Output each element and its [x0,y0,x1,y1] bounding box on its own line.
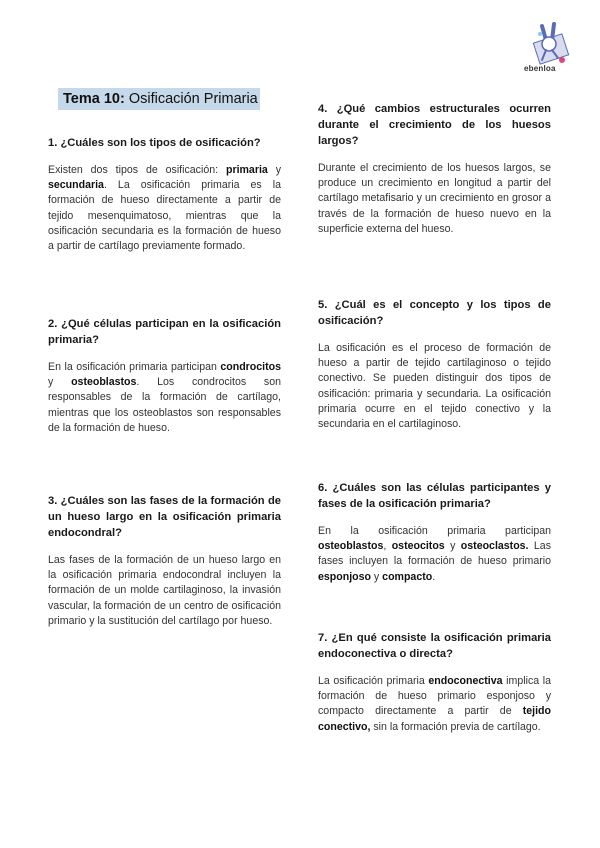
bold-term: primaria [225,164,268,176]
question-1: 1. ¿Cuáles son los tipos de osificación? [48,137,261,149]
bold-term: compacto [382,570,433,583]
answer-5: La osificación es el proceso de formación de hueso a partir de tejido cartilaginoso o tejido conectivo. Se pueden distinguir dos tipos de osificación: primaria y secundaria. La osificación primaria ocurre en el tejido conectivo y la secundaria en el cartilaginoso. [318,342,551,431]
section-4 [318,101,551,237]
question-6: 6. ¿Cuáles son las células participantes y fases de la osificación primaria? [318,482,551,510]
section-7 [318,630,551,735]
question-7: 7. ¿En qué consiste la osificación primaria endoconectiva o directa? [318,632,551,660]
section-1 [48,135,281,254]
bold-term: osteoblastos [318,540,384,553]
title-bold: Tema 10: [63,91,125,107]
answer-2: En la osificación primaria participan condrocitos y osteoblastos. Los condrocitos son responsables de la formación de cartílago, mientras que los osteoblastos son responsables de la formación de hueso. [48,361,282,434]
section-2 [48,316,281,436]
title-rest: Osificación Primaria [128,91,258,107]
question-4: 4. ¿Qué cambios estructurales ocurren durante el crecimiento de los huesos largos? [318,103,551,147]
question-2: 2. ¿Qué células participan en la osificación primaria? [48,318,281,346]
logo-text: ebenloa [524,64,556,73]
bold-term: esponjoso [318,570,371,583]
bold-term: osteocitos [391,540,445,553]
section-3 [48,493,281,629]
page-title [58,88,260,110]
bold-term: secundaria [48,179,104,192]
answer-1: Existen dos tipos de osificación: primaria y secundaria. La osificación primaria es la formación de hueso directamente a partir de tejido mesenquimatoso, mientras que la osificación secundaria es la formación de hueso a partir de cartílago previamente formado. [48,164,281,253]
answer-6: En la osificación primaria participan osteoblastos, osteocitos y osteoclastos. Las fases incluyen la formación de hueso primario esponjoso y compacto. [318,525,552,583]
question-3: 3. ¿Cuáles son las fases de la formación de un hueso largo en la osificación primaria endocondral? [48,495,281,539]
answer-7: La osificación primaria endoconectiva implica la formación de hueso primario esponjoso y compacto directamente a partir de tejido conectivo, sin la formación previa de cartílago. [318,675,551,733]
bold-term: condrocitos [220,361,281,373]
section-5 [318,297,551,432]
bold-term: osteoclastos. [460,540,529,553]
bold-term: endoconectiva [428,675,503,687]
answer-4: Durante el crecimiento de los huesos largos, se produce un crecimiento en longitud a partir del cartílago metafisario y un crecimiento en grosor a través de la formación de hueso nuevo en la superficie externa del hueso. [318,162,551,235]
bold-term: osteoblastos [71,376,137,389]
bold-term: tejido conectivo, [318,705,551,733]
question-5: 5. ¿Cuál es el concepto y los tipos de osificación? [318,299,551,327]
section-6 [318,480,551,585]
answer-3: Las fases de la formación de un hueso largo en la osificación primaria endocondral incluyen la formación de un molde cartilaginoso, la invasión vascular, la formación de un centro de osificación primario y la sustitución del cartílago por hueso. [48,554,281,627]
